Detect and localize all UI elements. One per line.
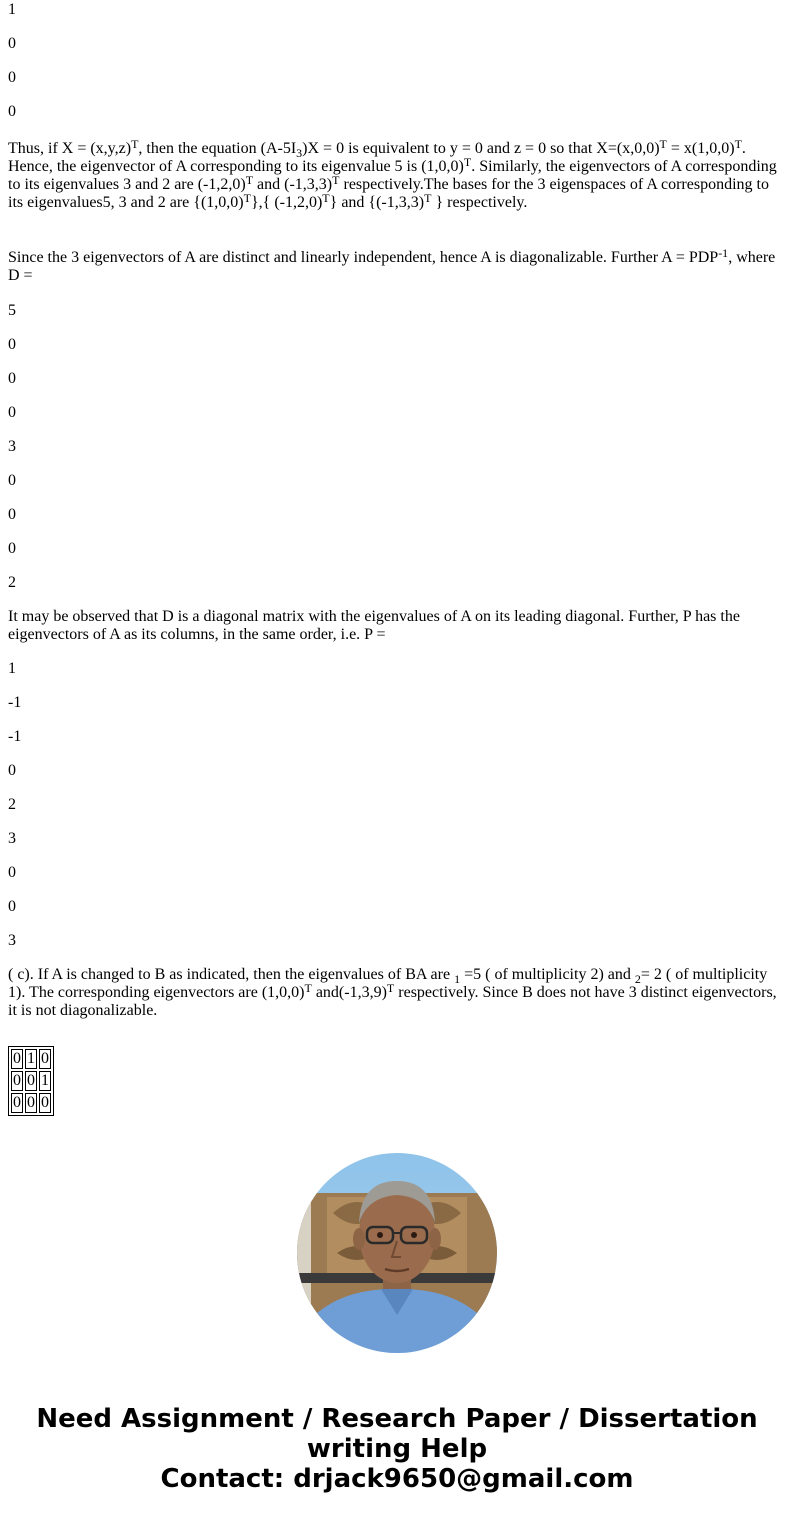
banner-line: writing Help <box>306 1434 488 1464</box>
eigenvector-paragraph: Thus, if $X = (x,y,z)^T$, then the equation $(A-5I_3)X = 0$ is equivalent to y = 0 and z = 0 so that $X=(x,0,0)^T = x(1,0,0)^T$. Hence, the eigenvector of A corresponding to its eigenvalue 5 is $(1,0,0)^T$. Similarly, the eigenvectors of A corresponding to its eigenvalues 3 and 2 are $(-1,2,0)^T$ and $(-1,3,3)^T$ respectively.The bases for the 3 eigenspaces of A corresponding to its eigenvalues5, 3 and 2 are $\{(1,0,0)^T\}$,{ $(-1,2,0)^T$} and {$(-1,3,3)^T$ } respectively. <box>8 137 777 211</box>
d-matrix-entry: 0 <box>8 506 16 523</box>
matrix-entry: 0 <box>8 69 16 86</box>
d-matrix-entry: 0 <box>8 336 16 353</box>
p-matrix-entry: 0 <box>8 762 16 779</box>
matrix-entry: 0 <box>8 103 16 120</box>
table-cell: 0 <box>27 1094 35 1111</box>
d-matrix-entry: 2 <box>8 574 16 591</box>
p-matrix-entry: 3 <box>8 830 16 847</box>
d-matrix-entry: 5 <box>8 302 16 319</box>
p-matrix-entry: 3 <box>8 932 16 949</box>
author-photo <box>297 1153 497 1353</box>
contact-banner <box>0 1404 794 1494</box>
contact-email: Contact: drjack9650@gmail.com <box>160 1464 634 1494</box>
p-matrix-paragraph: It may be observed that D is a diagonal matrix with the eigenvalues of A on its leading diagonal. Further, P has the eigenvectors of A as its columns, in the same order, i.e. P = <box>8 608 740 643</box>
table-cell: 0 <box>27 1072 35 1089</box>
b-matrix-table <box>8 1046 54 1116</box>
p-matrix-entry: 1 <box>8 660 16 677</box>
p-matrix-entry: 0 <box>8 864 16 881</box>
table-cell: 1 <box>27 1050 35 1067</box>
table-cell: 0 <box>13 1050 21 1067</box>
d-matrix-entry: 3 <box>8 438 16 455</box>
table-row <box>11 1071 51 1091</box>
matrix-entry: 1 <box>8 1 16 18</box>
p-matrix-entry: -1 <box>8 694 22 711</box>
matrix-entry: 0 <box>8 35 16 52</box>
diagonalization-paragraph: Since the 3 eigenvectors of A are distinct and linearly independent, hence A is diagonalizable. Further $A = PDP^{-1}$, where D = <box>8 246 776 284</box>
d-matrix-entry: 0 <box>8 540 16 557</box>
table-cell: 0 <box>41 1094 49 1111</box>
p-matrix-entry: 2 <box>8 796 16 813</box>
d-matrix-entry: 0 <box>8 370 16 387</box>
table-cell: 1 <box>41 1072 49 1089</box>
d-matrix-entry: 0 <box>8 472 16 489</box>
banner-line: Need Assignment / Research Paper / Dissertation <box>36 1404 758 1434</box>
p-matrix-entry: 0 <box>8 898 16 915</box>
p-matrix-entry: -1 <box>8 728 22 745</box>
table-cell: 0 <box>13 1094 21 1111</box>
table-row <box>11 1093 51 1113</box>
part-c-paragraph: ( c). If A is changed to B as indicated, then the eigenvalues of BA are $_1$ =5 ( of multiplicity 2) and $_2$= 2 ( of multiplicity 1). The corresponding eigenvectors are $(1,0,0)^T$ $and(-1,3,9)^T$ respectively. Since B does not have 3 distinct eigenvectors, it is not diagonalizable. <box>8 966 777 1019</box>
author-portrait-icon <box>297 1153 497 1353</box>
table-row <box>11 1049 51 1069</box>
d-matrix-entry: 0 <box>8 404 16 421</box>
table-cell: 0 <box>41 1050 49 1067</box>
table-cell: 0 <box>13 1072 21 1089</box>
